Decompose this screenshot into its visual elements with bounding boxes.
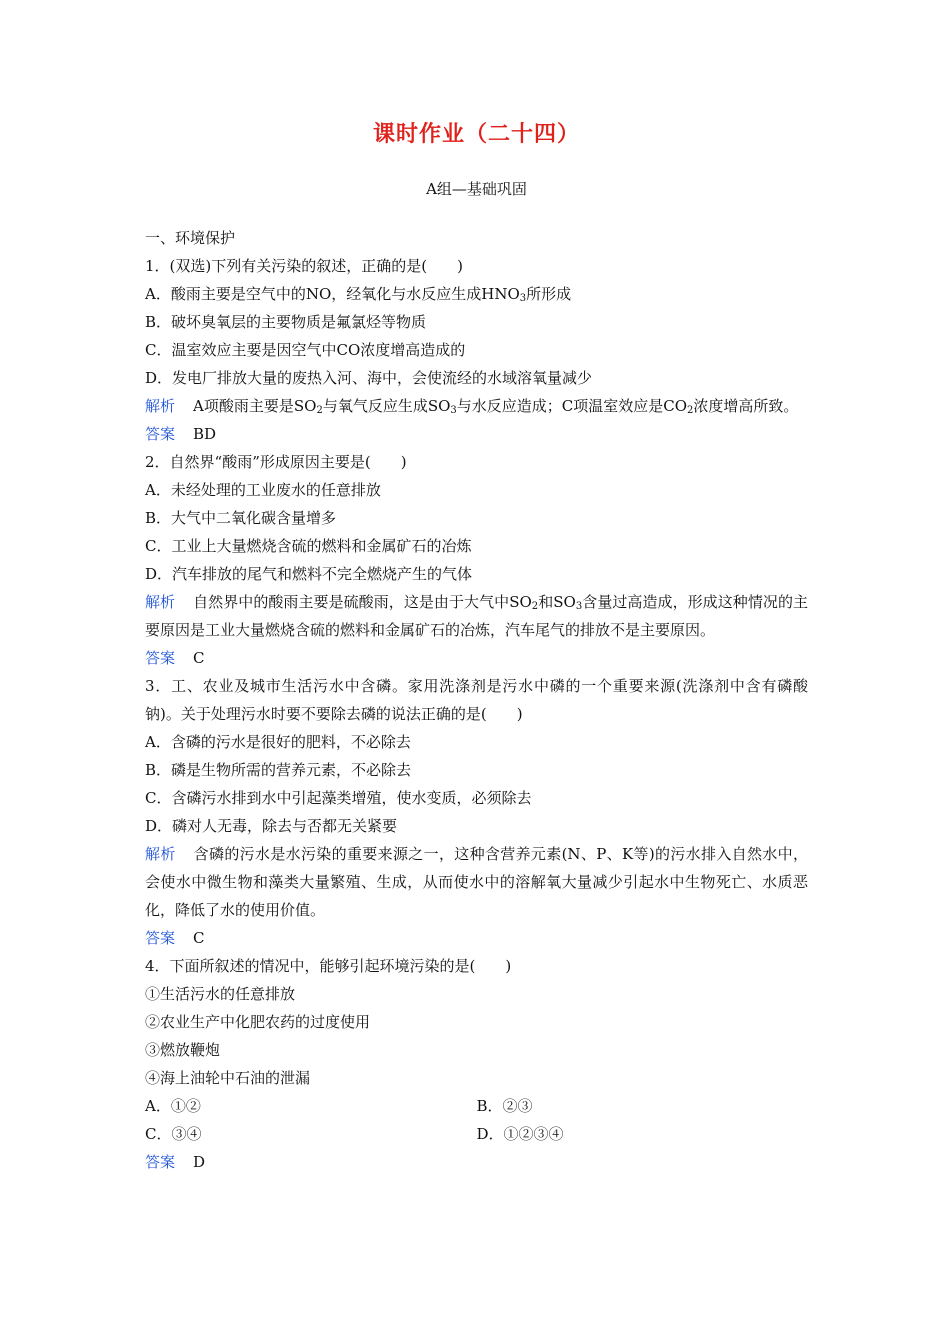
analysis-text: 自然界中的酸雨主要是硫酸雨，这是由于大气中SO: [193, 593, 532, 611]
analysis-label: 解析: [145, 593, 176, 611]
group-subtitle: A组—基础巩固: [426, 180, 527, 198]
analysis-label: 解析: [145, 397, 176, 415]
answer: [145, 644, 808, 672]
analysis: [145, 588, 808, 644]
option-d: D．①②③④: [476, 1125, 564, 1143]
list-item: ③燃放鞭炮: [145, 1041, 221, 1059]
analysis-text: 浓度增高所致。: [693, 397, 799, 415]
answer-value: D: [193, 1153, 206, 1171]
analysis-label: 解析: [145, 845, 176, 863]
section-heading: 一、环境保护: [145, 229, 236, 247]
analysis-text: 含磷的污水是水污染的重要来源之一，这种含营养元素(N、P、K等)的污水排入自然水中，会使水中微生物和藻类大量繁殖、生成，从而使水中的溶解氧大量减少引起水中生物死亡、水质恶化，降低了水的使用价值。: [145, 845, 808, 919]
option-d: D．汽车排放的尾气和燃料不完全燃烧产生的气体: [145, 565, 473, 583]
analysis-text: 与氧气反应生成SO: [322, 397, 451, 415]
analysis-text: A项酸雨主要是SO: [193, 397, 317, 415]
analysis-text: 与水反应造成；C项温室效应是CO: [456, 397, 688, 415]
option-a: A．①②: [145, 1097, 201, 1115]
option-a: [145, 280, 808, 308]
analysis-text: 含量过高造成，形成这种情况的主要原因是工业大量燃烧含硫的燃料和金属矿石的冶炼，汽车尾气的排放不是主要原因。: [145, 593, 808, 639]
document-title: 课时作业（二十四）: [372, 121, 580, 147]
subscript: 2: [687, 405, 694, 416]
question-4: [145, 952, 808, 1176]
option-a-text: A．酸雨主要是空气中的NO，经氧化与水反应生成HNO: [145, 285, 520, 303]
list-item: ①生活污水的任意排放: [145, 985, 296, 1003]
answer: [145, 924, 808, 952]
subscript: 2: [531, 601, 539, 612]
subscript: 3: [519, 293, 527, 304]
answer: [145, 1148, 808, 1176]
option-b: B．大气中二氧化碳含量增多: [145, 509, 337, 527]
answer-label: 答案: [145, 425, 176, 443]
options-row: [145, 1092, 808, 1120]
options-row: [145, 1120, 808, 1148]
question-1: [145, 252, 808, 448]
option-c: C．工业上大量燃烧含硫的燃料和金属矿石的冶炼: [145, 537, 472, 555]
question-stem: 2．自然界“酸雨”形成原因主要是( ): [145, 453, 407, 471]
option-a-tail: 所形成: [526, 285, 572, 303]
answer-label: 答案: [145, 1153, 176, 1171]
option-a: A．含磷的污水是很好的肥料，不必除去: [145, 733, 411, 751]
question-stem: 4．下面所叙述的情况中，能够引起环境污染的是( ): [145, 957, 512, 975]
option-d: D．磷对人无毒，除去与否都无关紧要: [145, 817, 398, 835]
option-c: C．③④: [145, 1125, 202, 1143]
question-2: [145, 448, 808, 672]
subscript: 3: [450, 405, 457, 416]
answer-value: BD: [193, 425, 217, 443]
answer-value: C: [193, 649, 205, 667]
option-b: B．破坏臭氧层的主要物质是氟氯烃等物质: [145, 313, 427, 331]
question-stem: 1．(双选)下列有关污染的叙述，正确的是( ): [145, 257, 463, 275]
analysis: [145, 840, 808, 924]
question-3: [145, 672, 808, 952]
option-b: B．磷是生物所需的营养元素，不必除去: [145, 761, 412, 779]
subscript: 2: [316, 405, 323, 416]
analysis-text: 和SO: [538, 593, 576, 611]
answer: [145, 420, 808, 448]
option-a: A．未经处理的工业废水的任意排放: [145, 481, 381, 499]
option-b: B．②③: [476, 1097, 533, 1115]
list-item: ④海上油轮中石油的泄漏: [145, 1069, 311, 1087]
answer-label: 答案: [145, 929, 176, 947]
subscript: 3: [575, 601, 583, 612]
answer-value: C: [193, 929, 205, 947]
answer-label: 答案: [145, 649, 176, 667]
option-c: C．含磷污水排到水中引起藻类增殖，使水变质，必须除去: [145, 789, 532, 807]
question-stem: 3．工、农业及城市生活污水中含磷。家用洗涤剂是污水中磷的一个重要来源(洗涤剂中含有磷酸钠)。关于处理污水时要不要除去磷的说法正确的是( ): [145, 677, 808, 723]
list-item: ②农业生产中化肥农药的过度使用: [145, 1013, 371, 1031]
analysis: [145, 392, 808, 420]
option-c: C．温室效应主要是因空气中CO浓度增高造成的: [145, 341, 466, 359]
option-d: D．发电厂排放大量的废热入河、海中，会使流经的水域溶氧量减少: [145, 369, 593, 387]
